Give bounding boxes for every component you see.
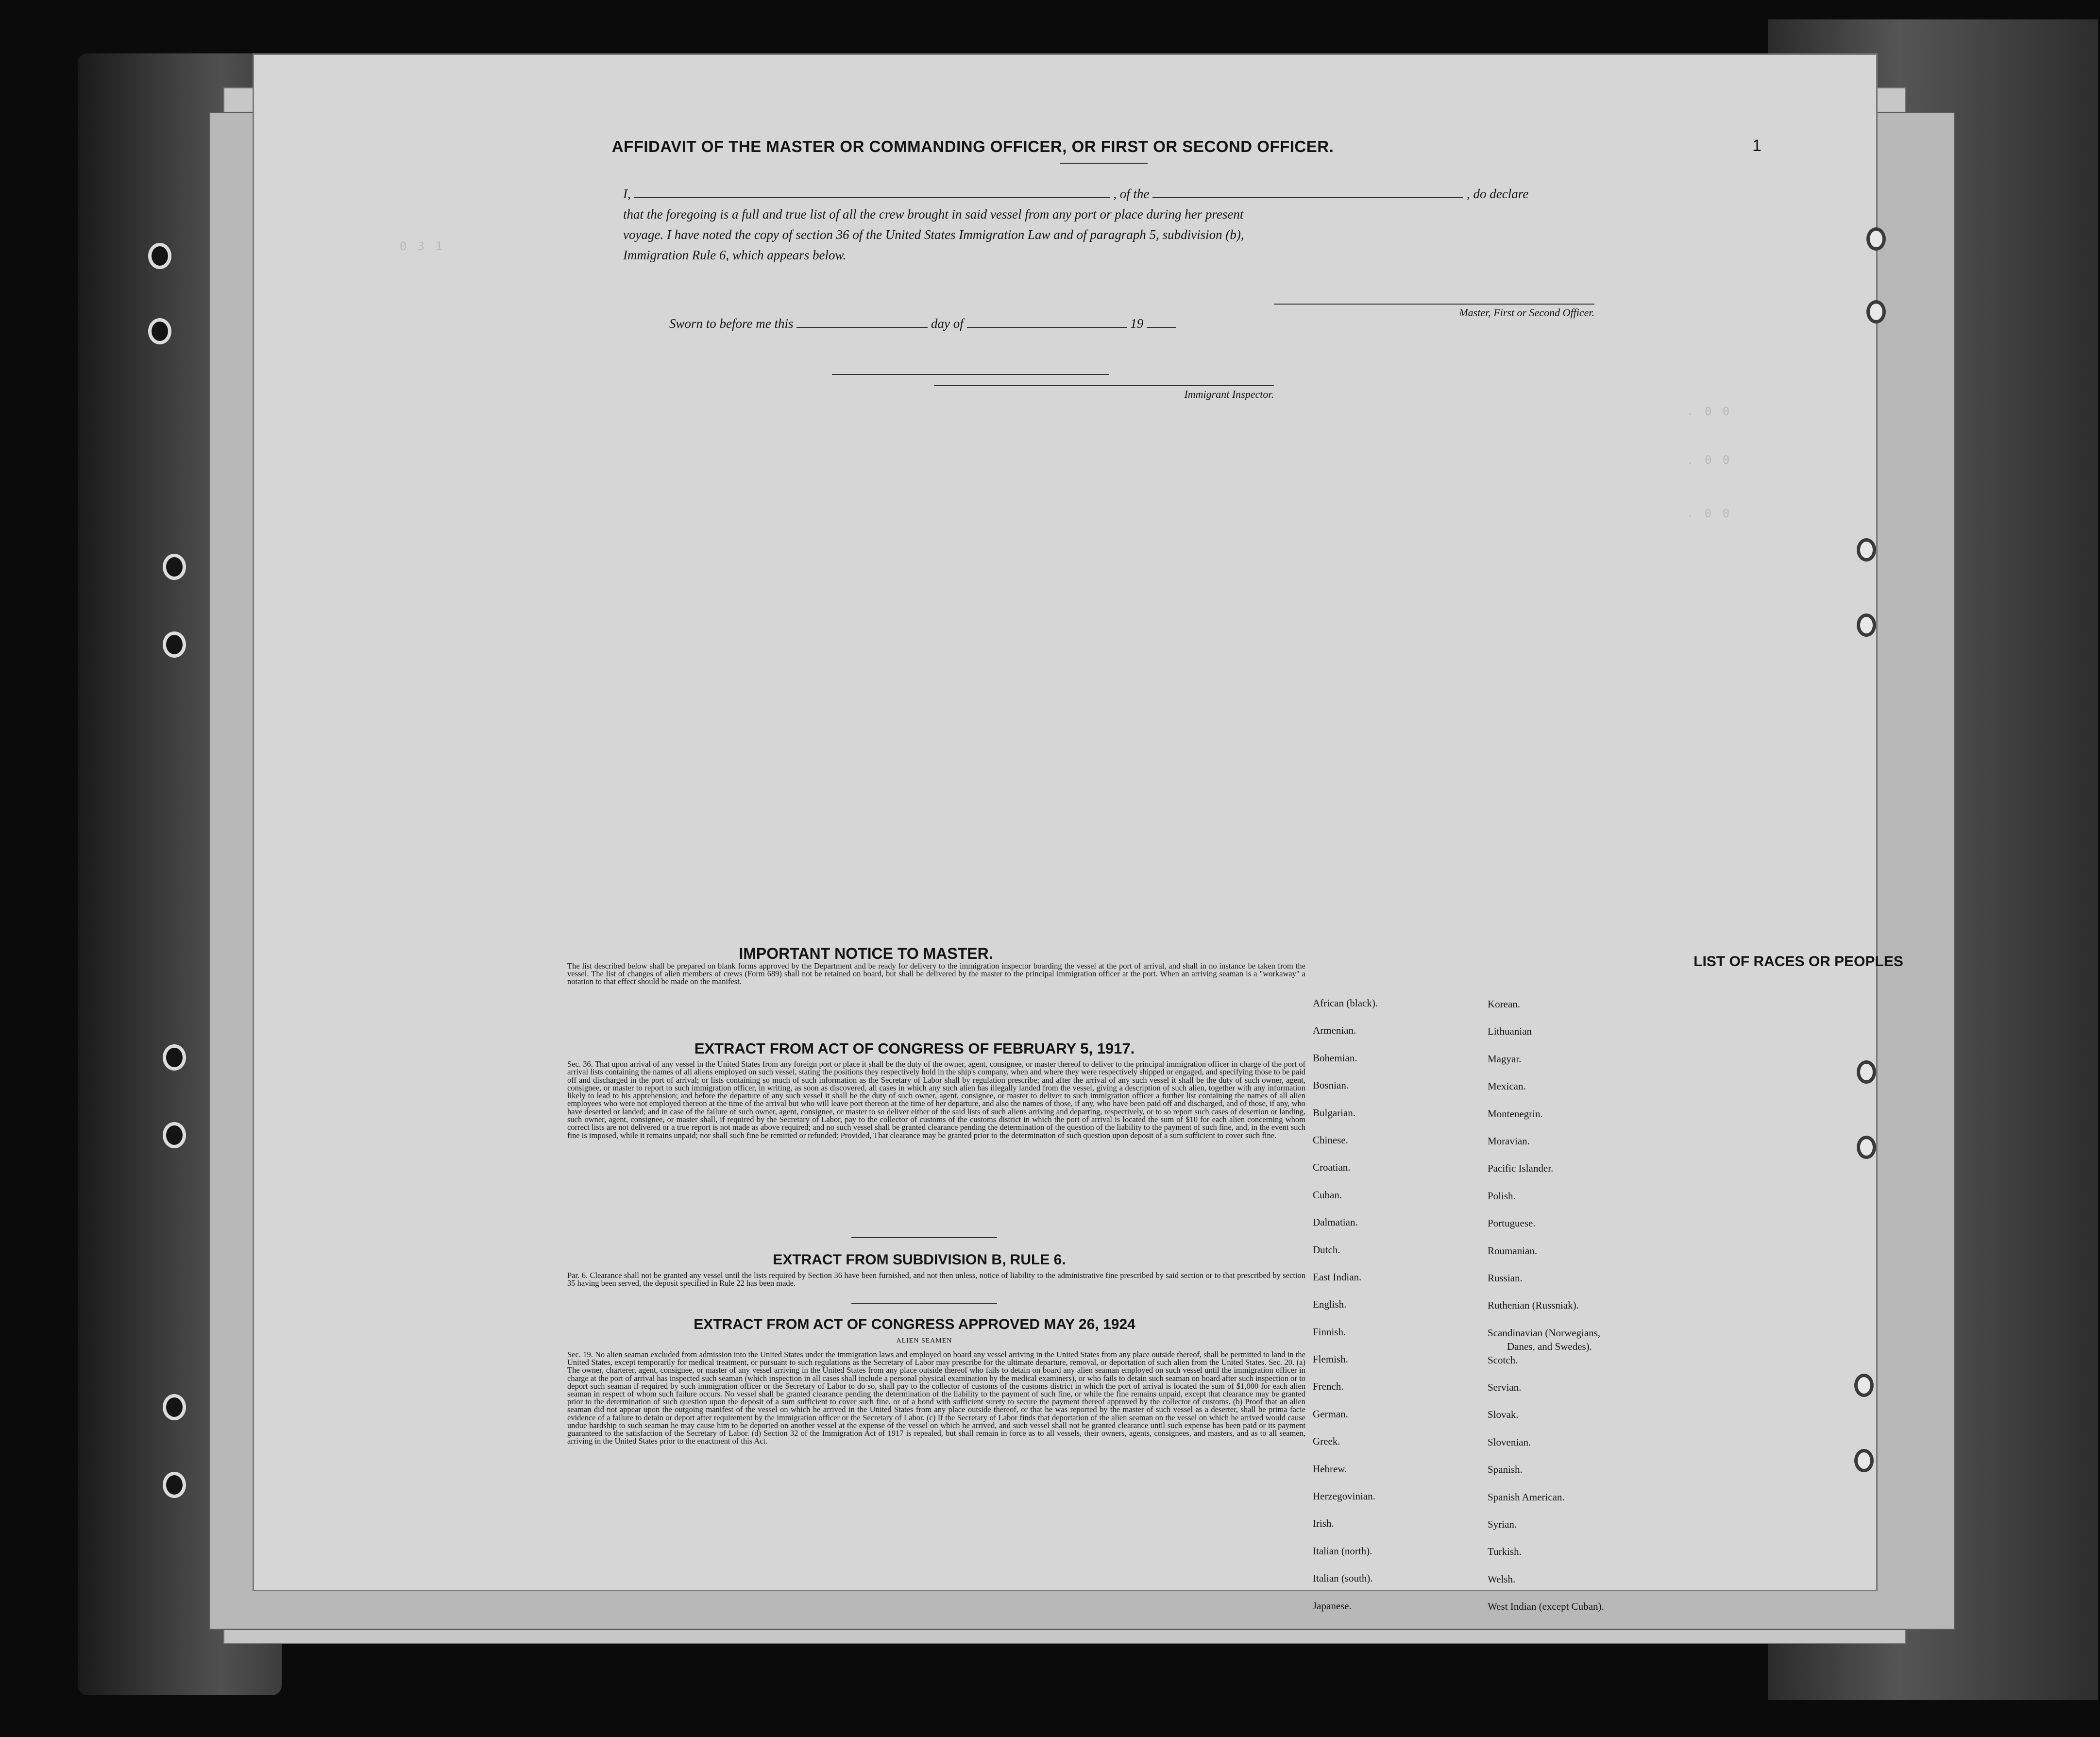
race-item: Spanish American. [1488,1491,1565,1503]
bleed-through-text: . 0 0 [1687,453,1732,467]
punch-hole-icon [1866,300,1886,324]
divider [851,1303,997,1304]
race-item: Spanish. [1488,1464,1523,1476]
notice-title: IMPORTANT NOTICE TO MASTER. [739,945,993,962]
punch-hole-icon [1854,1449,1874,1472]
race-item: Herzegovinian. [1313,1490,1375,1502]
declarant-label: I, [623,187,631,201]
race-item: Bosnian. [1313,1079,1349,1091]
affidavit-title: AFFIDAVIT OF THE MASTER OR COMMANDING OFFICER, OR FIRST OR SECOND OFFICER. [611,137,1334,155]
binder-hole-icon [148,318,171,344]
race-item: Cuban. [1313,1189,1342,1201]
race-item: Scotch. [1488,1354,1518,1366]
race-item: Italian (south). [1313,1572,1373,1584]
vessel-blank [1152,197,1463,198]
sworn-label: Sworn to before me this [669,316,794,331]
master-signature-caption: Master, First or Second Officer. [1274,304,1594,319]
declarant-blank [634,197,1110,198]
declaration-line: that the foregoing is a full and true list of all the crew brought in said vessel from any port or place during her present [623,207,1244,221]
punch-hole-icon [1857,613,1876,637]
bleed-through-text: . 0 0 [1687,405,1732,418]
signature-line [832,374,1109,375]
race-item: Welsh. [1488,1573,1516,1585]
race-item: African (black). [1313,997,1378,1009]
race-item: Korean. [1488,998,1521,1010]
binder-hole-icon [163,1122,186,1148]
race-item: Danes, and Swedes). [1507,1340,1592,1352]
race-item: Servian. [1488,1381,1522,1394]
extract-1917-title: EXTRACT FROM ACT OF CONGRESS OF FEBRUARY 5, 1917. [694,1040,1135,1057]
race-item: Hebrew. [1313,1463,1347,1475]
race-item: Turkish. [1488,1546,1522,1558]
race-item: Russian. [1488,1272,1523,1284]
race-item: Montenegrin. [1488,1107,1543,1120]
race-item: Italian (north). [1313,1545,1372,1557]
race-item: German. [1313,1408,1348,1420]
binder-hole-icon [163,1472,186,1498]
corner-page-number: 1 [1752,136,1761,155]
extract-1917-body: Sec. 36. That upon arrival of any vessel in the United States from any foreign port or place it shall be the duty of the owner, agent, consignee, or master thereof to deliver to the principal immigration officer in charge of the port of arrival lists containing the names of all aliens employed on such vessel, stating the positions they respectively hold in the ship's company, when and where they were respectively shipped or engaged, and specifying those to be paid off and discharged in the port of arrival; or lists containing so much of such information as the Secretary of Labor shall by regulation prescribe; and after the arrival of any such vessel it shall be the duty of such owner, agent, consignee, or master to report to such immigration officer, in writing, as soon as discovered, all cases in which any such alien has illegally landed from the vessel, giving a description of such alien, together with any information likely to lead to his apprehension; and before the departure of any such vessel it shall be the duty of such owner, agent, consignee, or master to deliver to such immigration officer a further list containing the names of all alien employees who were not employed thereon at the time of the arrival but who will leave port thereon at the time of her departure, and also the names of those, if any, who have been paid off and discharged, and of those, if any, who have deserted or landed; and in case of the failure of such owner, agent, consignee, or master to so deliver either of the said lists of such aliens arriving and departing, respectively, or to so report such cases of desertion or landing, such owner, agent, consignee, or master shall, if required by the Secretary of Labor, pay to the collector of customs of the customs district in which the port of arrival is located the sum of $10 for each alien concerning whom correct lists are not delivered or a true report is not made as above required; and no such vessel shall be granted clearance pending the determination of the question of the liability to the payment of such fine, and, in the event such fine is imposed, while it remains unpaid; nor shall such fine be remitted or refunded: Provided, That clearance may be granted prior to the determination of such question upon deposit of a sum sufficient to cover such fine. [567,1059,1305,1140]
races-title: LIST OF RACES OR PEOPLES [1694,954,1903,970]
race-item: Dutch. [1313,1243,1340,1256]
notice-body: The list described below shall be prepared on blank forms approved by the Department and be ready for delivery to the immigration inspector boarding the vessel at the port of arrival, and shall in no instance be taken from the vessel. The list of changes of alien members of crews (Form 689) shall not be retained on board, but shall be delivered by the master to the principal immigration officer at the port. When an arriving seaman is a "workaway" a notation to that effect should be made on the manifest. [567,961,1305,986]
race-item: Mexican. [1488,1080,1526,1092]
year-blank [1147,327,1176,328]
declaration-text [623,184,1594,265]
race-item: West Indian (except Cuban). [1488,1601,1604,1613]
vessel-label: , of the [1113,187,1150,201]
race-item: Chinese. [1313,1134,1348,1146]
punch-hole-icon [1857,1136,1876,1159]
races-right-column [1488,998,1604,1628]
race-item: French. [1313,1380,1344,1393]
race-item: Ruthenian (Russniak). [1488,1299,1579,1311]
extract-1924-subtitle: ALIEN SEAMEN [896,1337,952,1345]
declaration-line: Immigration Rule 6, which appears below. [623,248,847,262]
divider [1060,163,1148,164]
binder-hole-icon [163,631,186,658]
day-of-label: day of [931,316,964,331]
punch-hole-icon [1857,1060,1876,1084]
race-item: Japanese. [1313,1600,1352,1612]
year-label: 19 [1130,316,1144,331]
bleed-through-text: . 0 0 [1687,507,1732,520]
race-item: Moravian. [1488,1135,1530,1147]
race-item: Slovenian. [1488,1436,1531,1448]
extract-rule6-body: Par. 6. Clearance shall not be granted any vessel until the lists required by Section 36 have been furnished, and not then unless, notice of liability to the administrative fine prescribed by said section or to that prescribed by section 35 having been served, the deposit specified in Rule 22 has been made. [567,1271,1305,1288]
binder-hole-icon [148,243,171,269]
race-item: Finnish. [1313,1326,1346,1338]
race-item: Armenian. [1313,1024,1356,1037]
binder-hole-icon [163,554,186,580]
punch-hole-icon [1854,1374,1874,1397]
race-item: Bulgarian. [1313,1107,1356,1119]
race-item: Greek. [1313,1435,1340,1448]
declaration-line: voyage. I have noted the copy of section 36 of the United States Immigration Law and of paragraph 5, subdivision (b), [623,227,1244,242]
race-item: East Indian. [1313,1271,1362,1283]
day-blank [796,327,928,328]
races-left-column [1313,997,1378,1627]
race-item: Polish. [1488,1190,1516,1202]
extract-1924-title: EXTRACT FROM ACT OF CONGRESS APPROVED MAY 26, 1924 [694,1316,1135,1332]
race-item: Flemish. [1313,1353,1348,1365]
race-item: English. [1313,1298,1347,1311]
race-item: Scandinavian (Norwegians, [1488,1327,1601,1339]
month-blank [967,327,1127,328]
race-item: Dalmatian. [1313,1216,1358,1228]
race-item: Irish. [1313,1517,1334,1530]
manifest-page [253,53,1903,1613]
race-item: Bohemian. [1313,1052,1357,1064]
punch-hole-icon [1857,538,1876,562]
race-item: Magyar. [1488,1053,1522,1065]
race-item: Syrian. [1488,1518,1517,1531]
race-item: Slovak. [1488,1409,1519,1421]
race-item: Croatian. [1313,1161,1351,1174]
binder-hole-icon [163,1044,186,1071]
race-item: Portuguese. [1488,1217,1536,1229]
binder-hole-icon [163,1394,186,1420]
extract-rule6-title: EXTRACT FROM SUBDIVISION B, RULE 6. [773,1252,1066,1268]
extract-1924-body: Sec. 19. No alien seaman excluded from admission into the United States under the immigration laws and employed on board any vessel arriving in the United States from any place outside thereof, shall be permitted to land in the United States, except temporarily for medical treatment, or pursuant to such regulations as the Secretary of Labor may prescribe for the ultimate departure, removal, or deportation of such alien from the United States. Sec. 20. (a) The owner, charterer, agent, consignee, or master of any vessel arriving in the United States from any place outside thereof who fails to detain on board any alien seaman employed on such vessel until the immigration officer in charge at the port of arrival has inspected such seaman (which inspection in all cases shall include a personal physical examination by the medical examiners), or who fails to detain such seaman on board after such inspection or to deport such seaman if required by such immigration officer or the Secretary of Labor to do so, shall pay to the collector of customs of the customs district in which the port of arrival is located the sum of $1,000 for each alien seaman in respect of whom such failure occurs. No vessel shall be granted clearance pending the determination of the liability to the payment of such fine, or while the fine remains unpaid, except that clearance may be granted prior to the determination of such question upon the deposit of a sum sufficient to cover such fine, or of a bond with sufficient surety to secure the payment thereof approved by the collector of customs. (b) Proof that an alien seaman did not appear upon the outgoing manifest of the vessel on which he arrived in the United States from any place outside thereof, or that he was reported by the master of such vessel as a deserter, shall be prima facie evidence of a failure to detain or deport after requirement by the immigration officer or the Secretary of Labor. (c) If the Secretary of Labor finds that deportation of the alien seaman on the vessel on which he arrived would cause undue hardship to such seaman he may cause him to be deported on another vessel at the expense of the vessel on which he arrived, and such vessel shall not be granted clearance until such expense has been paid or its payment guaranteed to the satisfaction of the Secretary of Labor. (d) Section 32 of the Immigration Act of 1917 is repealed, but shall remain in force as to all vessels, their owners, agents, consignees, and masters, and as to all seamen, arriving in the United States prior to the enactment of this Act. [567,1350,1305,1446]
bleed-through-text: 0 3 1 [400,239,445,253]
divider [851,1237,997,1238]
declare-label: , do declare [1467,187,1529,201]
sworn-line [669,316,1176,331]
race-item: Lithuanian [1488,1025,1532,1038]
race-item: Roumanian. [1488,1244,1538,1257]
punch-hole-icon [1866,227,1886,251]
race-item: Pacific Islander. [1488,1162,1554,1175]
inspector-signature-caption: Immigrant Inspector. [934,385,1274,401]
